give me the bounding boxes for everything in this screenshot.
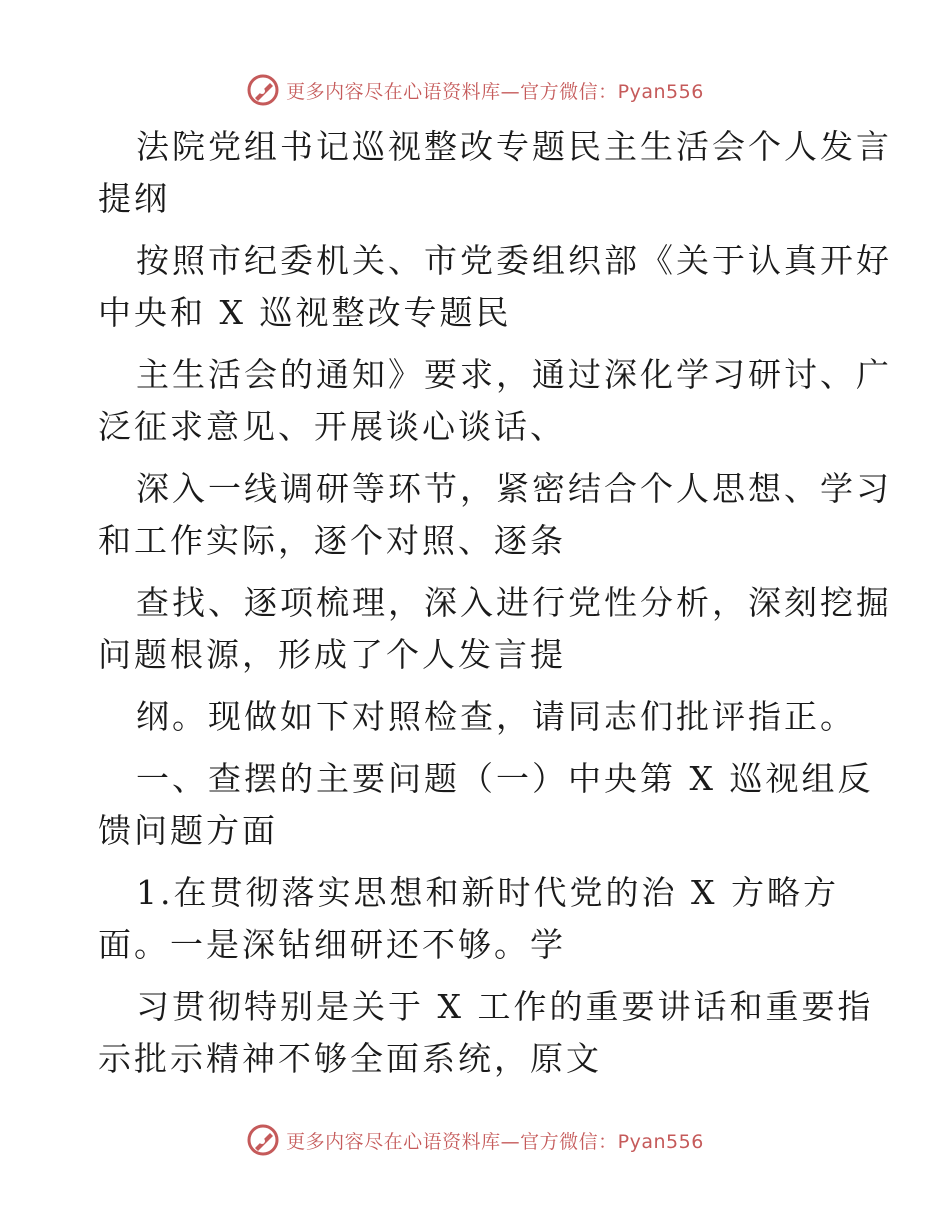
paragraph (98, 577, 892, 681)
paragraph (98, 121, 892, 225)
paragraph (98, 867, 858, 971)
paragraph-line: 面。一是深钻细研还不够。学 (98, 925, 566, 964)
paragraph (98, 981, 874, 1085)
paragraph-line: 馈问题方面 (98, 811, 278, 850)
paragraph (98, 235, 892, 339)
paragraph-line: 示批示精神不够全面系统，原文 (98, 1039, 602, 1078)
paragraph-line: 泛征求意见、开展谈心谈话、 (98, 407, 566, 446)
paragraph-line: 按照市纪委机关、市党委组织部《关于认真开好 (136, 241, 892, 280)
paragraph (98, 753, 874, 857)
watermark-header (0, 70, 950, 110)
paragraph-line: 习贯彻特别是关于 X 工作的重要讲话和重要指 (136, 987, 874, 1026)
paragraph-line: 中央和 X 巡视整改专题民 (98, 293, 512, 332)
pen-logo-icon (246, 73, 280, 107)
watermark-footer (0, 1120, 950, 1160)
paragraph-line: 一、查摆的主要问题（一）中央第 X 巡视组反 (136, 759, 874, 798)
paragraph-line: 1.在贯彻落实思想和新时代党的治 X 方略方 (136, 873, 839, 912)
paragraph-line: 主生活会的通知》要求，通过深化学习研讨、广 (136, 355, 892, 394)
paragraph (98, 463, 892, 567)
paragraph-line: 法院党组书记巡视整改专题民主生活会个人发言 (136, 127, 892, 166)
paragraph-line: 查找、逐项梳理，深入进行党性分析，深刻挖掘 (136, 583, 892, 622)
paragraph-line: 和工作实际，逐个对照、逐条 (98, 521, 566, 560)
paragraph (98, 349, 892, 453)
pen-logo-icon (246, 1123, 280, 1157)
paragraph-line: 提纲 (98, 179, 170, 218)
document-body (98, 121, 892, 1095)
paragraph (98, 691, 858, 743)
watermark-text: 更多内容尽在心语资料库—官方微信：Pyan556 (286, 80, 704, 103)
paragraph-line: 问题根源，形成了个人发言提 (98, 635, 566, 674)
paragraph-line: 纲。现做如下对照检查，请同志们批评指正。 (136, 697, 856, 736)
paragraph-line: 深入一线调研等环节，紧密结合个人思想、学习 (136, 469, 892, 508)
watermark-text: 更多内容尽在心语资料库—官方微信：Pyan556 (286, 1130, 704, 1153)
